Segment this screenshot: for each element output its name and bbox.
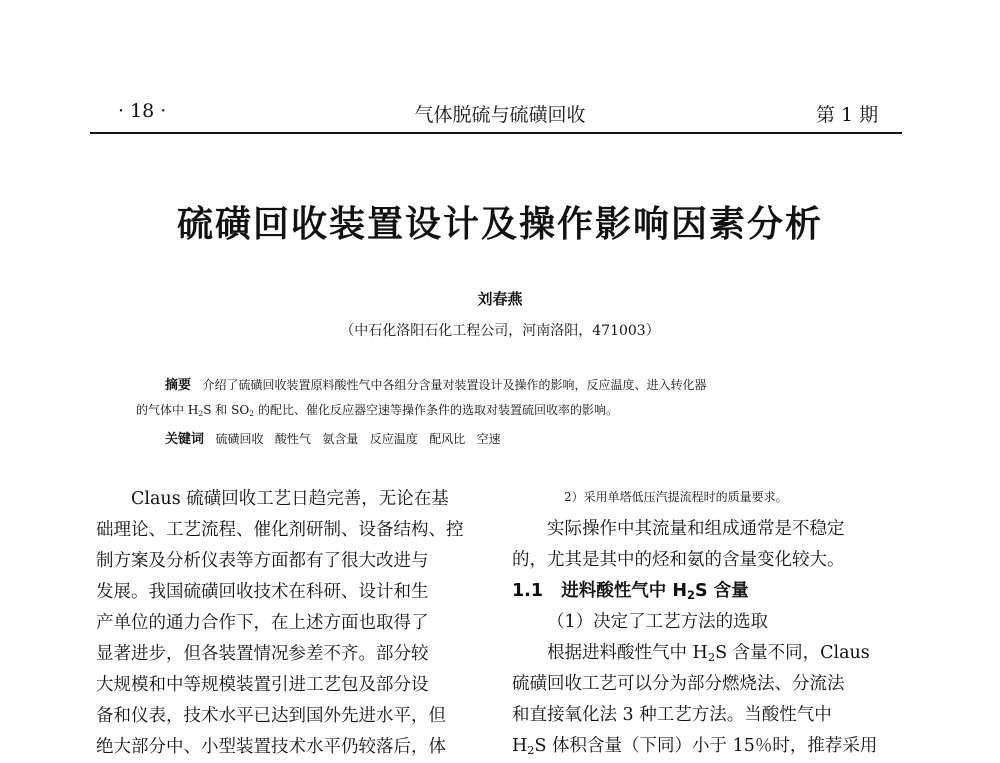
keywords-label: 关键词 — [165, 432, 205, 447]
left-line-8: 备和仪表，技术水平已达到国外先进水平，但 — [96, 706, 446, 726]
header-rule — [90, 132, 902, 134]
left-line-7: 大规模和中等规模装置引进工艺包及部分设 — [96, 675, 429, 695]
keywords-text: 硫磺回收 酸性气 氨含量 反应温度 配风比 空速 — [215, 432, 501, 446]
left-line-2: 础理论、工艺流程、催化剂研制、设备结构、控 — [96, 520, 464, 540]
abstract-text-2b: S 和 SO — [203, 403, 250, 417]
abstract-label: 摘要 — [165, 378, 192, 393]
abstract-line-2 — [136, 401, 618, 418]
left-line-6: 显著进步，但各装置情况参差不齐。部分较 — [96, 644, 429, 664]
right-p2-line-3: 和直接氧化法 3 种工艺方法。当酸性气中 — [512, 705, 832, 725]
right-p2-line-1: 根据进料酸性气中 $H_2S$ 含量不同，Claus — [547, 643, 870, 664]
abstract-text-1: 介绍了硫磺回收装置原料酸性气中各组分含量对装置设计及操作的影响，反应温度、进入转化器 — [202, 378, 707, 392]
right-column — [512, 514, 912, 762]
section-heading: 1.1 进料酸性气中 $H_2S$ 含量 — [512, 581, 749, 602]
subsection-item: （1）决定了工艺方法的选取 — [547, 612, 769, 632]
table-note: 2）采用单塔低压汽提流程时的质量要求。 — [564, 490, 788, 504]
right-p2-line-4: $H_2S$ 体积含量（下同）小于 15％时，推荐采用 — [512, 736, 878, 757]
abstract-line-1 — [165, 374, 706, 393]
right-p1-line-1: 实际操作中其流量和组成通常是不稳定 — [547, 519, 845, 539]
left-line-4: 发展。我国硫磺回收技术在科研、设计和生 — [96, 582, 429, 602]
right-p1-line-2: 的，尤其是其中的烃和氨的含量变化较大。 — [512, 550, 845, 570]
keywords-line — [165, 428, 501, 447]
article-title: 硫磺回收装置设计及操作影响因素分析 — [176, 204, 823, 245]
abstract-text-2c: 的配比、催化反应器空速等操作条件的选取对装置硫回收率的影响。 — [254, 403, 618, 417]
left-column — [96, 484, 486, 763]
issue-number: 第 1 期 — [816, 104, 879, 126]
author-affiliation: （中石化洛阳石化工程公司，河南洛阳，471003） — [340, 323, 660, 339]
journal-title: 气体脱硫与硫磺回收 — [414, 104, 586, 126]
abstract-sub-2: 2 — [249, 408, 255, 418]
left-line-1: Claus 硫磺回收工艺日趋完善，无论在基 — [131, 489, 449, 509]
page-number: · 18 · — [118, 100, 167, 122]
author-name: 刘春燕 — [477, 290, 523, 308]
left-line-9: 绝大部分中、小型装置技术水平仍较落后，体 — [96, 737, 446, 757]
right-p2-line-2: 硫磺回收工艺可以分为部分燃烧法、分流法 — [512, 674, 845, 694]
left-line-5: 产单位的通力合作下，在上述方面也取得了 — [96, 613, 429, 633]
abstract-sub-1: 2 — [198, 408, 204, 418]
abstract-text-2a: 的气体中 H — [136, 403, 199, 417]
left-line-3: 制方案及分析仪表等方面都有了很大改进与 — [96, 551, 429, 571]
